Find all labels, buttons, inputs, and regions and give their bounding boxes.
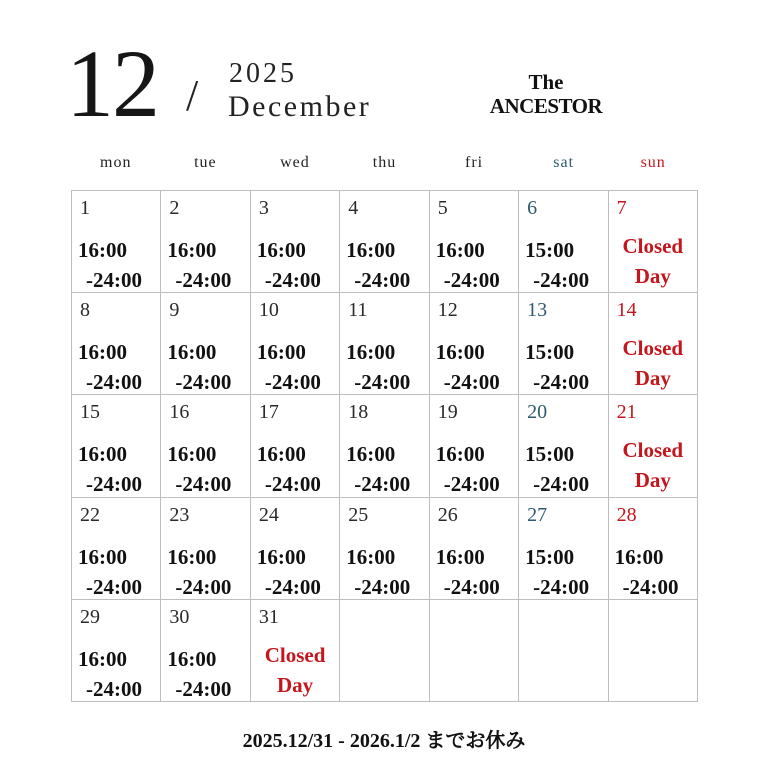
- weekday-wed: wed: [280, 154, 310, 171]
- day-number: 6: [527, 197, 538, 219]
- opening-hours: [525, 439, 589, 497]
- day-cell: [340, 293, 429, 395]
- weekday-sat: sat: [553, 154, 575, 171]
- opening-hours: [615, 542, 679, 600]
- day-cell: [609, 293, 698, 395]
- brand-line-1: The: [528, 70, 564, 94]
- open-time: 16:00: [346, 544, 396, 569]
- day-cell: [340, 498, 429, 600]
- close-time: -24:00: [264, 268, 321, 292]
- day-cell: [251, 191, 340, 293]
- open-time: 16:00: [167, 238, 217, 262]
- open-time: 16:00: [167, 340, 217, 365]
- opening-hours: [167, 644, 231, 702]
- closed-label: Closed: [622, 438, 684, 463]
- empty-cell: [430, 600, 519, 702]
- day-number: 2: [169, 197, 180, 219]
- close-time: -24:00: [443, 268, 500, 292]
- close-time: -24:00: [86, 676, 142, 701]
- day-number: 9: [169, 299, 180, 322]
- day-number: 1: [80, 197, 90, 219]
- day-number: 5: [437, 197, 448, 219]
- day-cell: [430, 293, 519, 395]
- year-label: 2025: [229, 58, 297, 89]
- open-time: 16:00: [256, 238, 306, 262]
- opening-hours: [525, 337, 589, 395]
- day-label: Day: [634, 468, 671, 493]
- close-time: -24:00: [533, 268, 590, 292]
- opening-hours: [436, 337, 500, 395]
- close-time: -24:00: [86, 472, 142, 497]
- close-time: -24:00: [443, 472, 500, 497]
- closed-label: Closed: [622, 336, 684, 361]
- day-cell: [430, 498, 519, 600]
- day-number: 26: [437, 503, 458, 526]
- weekday-fri: fri: [465, 154, 484, 171]
- open-time: 16:00: [435, 544, 485, 569]
- day-cell: [161, 191, 250, 293]
- day-number: 8: [80, 299, 90, 322]
- weekday-header-row: [71, 154, 698, 172]
- day-number: 20: [527, 401, 548, 424]
- empty-cell: [340, 600, 429, 702]
- day-label: Day: [634, 264, 671, 288]
- day-cell: [72, 498, 161, 600]
- weekday-sun: sun: [640, 154, 666, 171]
- opening-hours: [346, 235, 410, 293]
- day-cell: [519, 191, 608, 293]
- open-time: 16:00: [78, 646, 127, 671]
- close-time: -24:00: [533, 370, 590, 395]
- weekday-thu: thu: [372, 154, 397, 171]
- day-label: Day: [634, 366, 671, 391]
- opening-hours: [167, 542, 231, 600]
- opening-hours: [167, 337, 231, 395]
- empty-cell: [609, 600, 698, 702]
- close-time: -24:00: [264, 370, 321, 395]
- opening-hours: [78, 235, 142, 293]
- open-time: 16:00: [78, 442, 127, 467]
- close-time: -24:00: [354, 472, 411, 497]
- day-number: 24: [258, 503, 279, 526]
- day-number: 28: [616, 503, 637, 526]
- opening-hours: [78, 439, 142, 497]
- close-time: -24:00: [264, 472, 321, 497]
- day-number: 10: [258, 299, 279, 322]
- open-time: 15:00: [525, 442, 575, 467]
- day-cell: [72, 293, 161, 395]
- opening-hours: [257, 542, 321, 600]
- empty-cell: [519, 600, 608, 702]
- open-time: 16:00: [346, 340, 396, 365]
- day-cell: [251, 498, 340, 600]
- day-number: 4: [348, 197, 359, 219]
- day-cell: [251, 395, 340, 497]
- close-time: -24:00: [175, 472, 232, 497]
- opening-hours: [167, 235, 231, 293]
- day-number: 14: [616, 299, 637, 322]
- day-number: 29: [80, 605, 100, 628]
- opening-hours: [78, 337, 142, 395]
- close-time: -24:00: [533, 472, 590, 497]
- day-number: 17: [258, 401, 279, 424]
- close-time: -24:00: [622, 574, 679, 599]
- open-time: 16:00: [78, 238, 127, 262]
- closed-day-label: [609, 435, 697, 495]
- day-cell: [609, 191, 698, 293]
- open-time: 16:00: [78, 544, 127, 569]
- day-number: 3: [258, 197, 269, 219]
- close-time: -24:00: [175, 676, 232, 701]
- open-time: 15:00: [525, 340, 575, 365]
- open-time: 16:00: [346, 442, 396, 467]
- day-cell: [251, 600, 340, 702]
- month-name-label: December: [228, 90, 372, 123]
- brand-logo: [476, 70, 616, 118]
- day-cell: [430, 395, 519, 497]
- opening-hours: [525, 542, 589, 600]
- opening-hours: [346, 542, 410, 600]
- day-cell: [72, 600, 161, 702]
- opening-hours: [436, 235, 500, 293]
- day-cell: [161, 498, 250, 600]
- day-number: 27: [527, 503, 548, 526]
- close-time: -24:00: [264, 574, 321, 599]
- day-cell: [251, 293, 340, 395]
- day-label: Day: [276, 672, 314, 697]
- open-time: 15:00: [525, 544, 575, 569]
- day-number: 13: [527, 299, 548, 322]
- day-number: 23: [169, 503, 190, 526]
- month-number: 12: [66, 30, 158, 137]
- holiday-note: 2025.12/31 - 2026.1/2 までお休み: [242, 730, 526, 752]
- day-cell: [519, 498, 608, 600]
- close-time: -24:00: [86, 268, 142, 292]
- close-time: -24:00: [533, 574, 590, 599]
- day-number: 30: [169, 605, 190, 628]
- day-number: 31: [258, 605, 279, 628]
- opening-hours: [525, 235, 589, 293]
- open-time: 16:00: [167, 646, 217, 671]
- day-cell: [340, 395, 429, 497]
- opening-hours: [436, 542, 500, 600]
- open-time: 16:00: [614, 544, 664, 569]
- day-number: 21: [616, 401, 637, 424]
- day-cell: [340, 191, 429, 293]
- header-slash: /: [186, 71, 199, 120]
- day-number: 16: [169, 401, 190, 424]
- day-cell: [72, 395, 161, 497]
- day-cell: [609, 498, 698, 600]
- opening-hours: [78, 542, 142, 600]
- weekday-mon: mon: [100, 154, 132, 171]
- opening-hours: [257, 235, 321, 293]
- day-cell: [161, 293, 250, 395]
- day-cell: [519, 395, 608, 497]
- open-time: 15:00: [525, 238, 575, 262]
- open-time: 16:00: [256, 442, 306, 467]
- open-time: 16:00: [78, 340, 127, 365]
- opening-hours: [167, 439, 231, 497]
- calendar-grid: [71, 190, 698, 702]
- brand-line-2: ANCESTOR: [489, 94, 603, 119]
- close-time: -24:00: [175, 268, 232, 292]
- closed-day-label: [609, 333, 697, 393]
- day-cell: [161, 395, 250, 497]
- opening-hours: [78, 644, 142, 702]
- close-time: -24:00: [354, 574, 411, 599]
- day-number: 12: [437, 299, 458, 322]
- opening-hours: [346, 439, 410, 497]
- close-time: -24:00: [86, 370, 142, 395]
- day-cell: [519, 293, 608, 395]
- open-time: 16:00: [256, 544, 306, 569]
- close-time: -24:00: [175, 574, 232, 599]
- open-time: 16:00: [167, 544, 217, 569]
- open-time: 16:00: [167, 442, 217, 467]
- close-time: -24:00: [443, 370, 500, 395]
- day-cell: [609, 395, 698, 497]
- day-number: 11: [348, 299, 368, 322]
- day-number: 19: [437, 401, 458, 424]
- opening-hours: [257, 439, 321, 497]
- opening-hours: [346, 337, 410, 395]
- open-time: 16:00: [435, 340, 485, 365]
- open-time: 16:00: [435, 442, 485, 467]
- day-number: 7: [616, 197, 627, 219]
- close-time: -24:00: [443, 574, 500, 599]
- close-time: -24:00: [175, 370, 232, 395]
- opening-hours: [436, 439, 500, 497]
- open-time: 16:00: [256, 340, 306, 365]
- closed-day-label: [251, 640, 339, 700]
- day-number: 18: [348, 401, 369, 424]
- close-time: -24:00: [86, 574, 142, 599]
- day-cell: [430, 191, 519, 293]
- day-cell: [161, 600, 250, 702]
- closed-day-label: [609, 231, 697, 291]
- weekday-tue: tue: [194, 154, 217, 171]
- day-cell: [72, 191, 161, 293]
- open-time: 16:00: [435, 238, 485, 262]
- day-number: 15: [80, 401, 100, 424]
- open-time: 16:00: [346, 238, 396, 262]
- close-time: -24:00: [354, 268, 411, 292]
- day-number: 22: [80, 503, 100, 526]
- opening-hours: [257, 337, 321, 395]
- closed-label: Closed: [622, 234, 684, 258]
- closed-label: Closed: [264, 642, 326, 667]
- day-number: 25: [348, 503, 369, 526]
- close-time: -24:00: [354, 370, 411, 395]
